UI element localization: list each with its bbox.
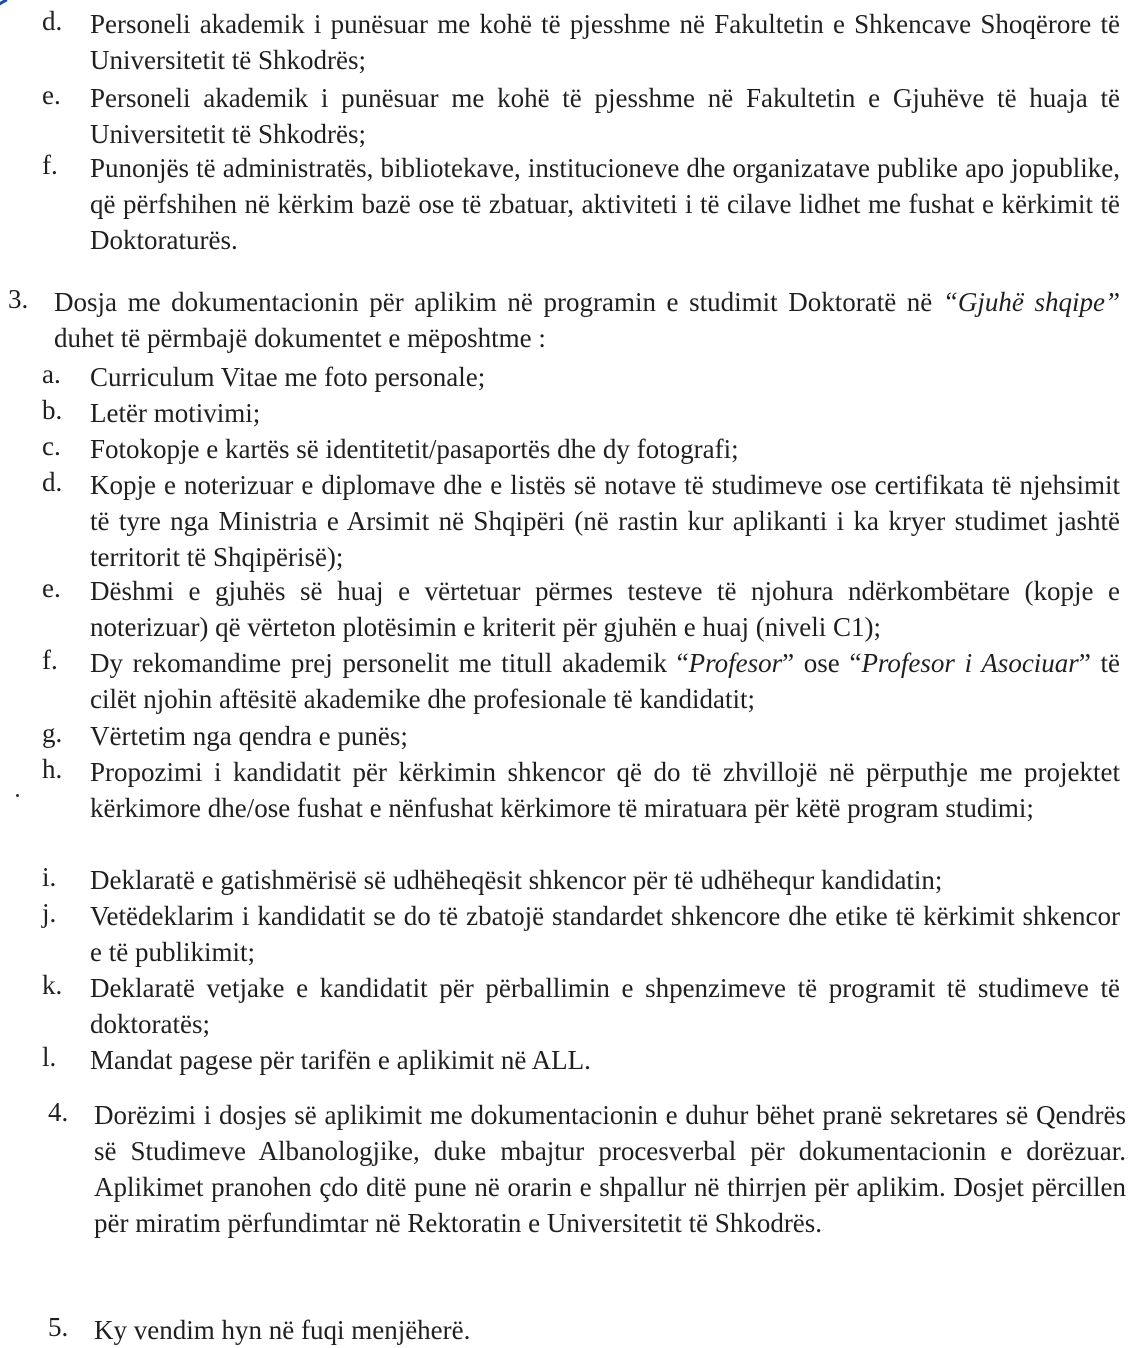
list-item-text: Kopje e noterizuar e diplomave dhe e listës së notave të studimeve ose certifikata të njehsimit të tyre nga Ministria e Arsimit në Shqipëri (në rastin kur aplikanti i ka kryer studimet jashtë territorit të Shqipërisë); (90, 470, 1120, 572)
program-name: “Gjuhë shqipe” (942, 287, 1120, 317)
list-item-label: b. (42, 395, 63, 425)
list-item-label: f. (42, 645, 58, 675)
section-text: Dorëzimi i dosjes së aplikimit me dokumentacionin e duhur bëhet pranë sekretares së Qendrës së Studimeve Albanologjike, duke mbajtur procesverbal për dokumentacionin e dorëzuar. Aplikimet pranohen çdo ditë pune në orarin e shpallur në thirrjen për aplikim. Dosjet përcillen për miratim përfundimtar në Rektoratin e Universitetit të Shkodrës. (94, 1100, 1126, 1238)
list-item-label: j. (42, 898, 57, 928)
text-part: Dy rekomandime prej personelit me titull akademik “ (90, 648, 689, 678)
title-profesor: Profesor (688, 648, 783, 678)
doc-item-i (42, 862, 1120, 898)
doc-item-g (42, 718, 1120, 754)
list-item-label: c. (42, 431, 61, 461)
doc-item-d (42, 467, 1120, 575)
title-profesor-asociuar: Profesor i Asociuar (861, 648, 1079, 678)
doc-item-h (42, 754, 1120, 826)
list-item-label: l. (42, 1042, 57, 1072)
list-item-text: Punonjës të administratës, bibliotekave, institucioneve dhe organizatave publike apo jopublike, që përfshihen në kërkim bazë ose të zbatuar, aktiviteti i të cilave lidhet me fushat e kërkimit të Doktoraturës. (90, 153, 1120, 255)
list-item-label: k. (42, 970, 63, 1000)
list-item-label: e. (42, 80, 61, 110)
text-part: ” të cilët njohin aftësitë akademike dhe profesionale të kandidatit; (90, 648, 1120, 714)
section-text: Ky vendim hyn në fuqi menjëherë. (94, 1315, 471, 1345)
doc-item-e (42, 573, 1120, 645)
list-item-d (42, 6, 1120, 78)
section-number: 5. (48, 1312, 69, 1342)
list-item-label: i. (42, 862, 57, 892)
section-text-part: Dosja me dokumentacionin për aplikim në programin e studimit Doktoratë në (54, 287, 943, 317)
section-number: 3. (8, 284, 29, 314)
doc-item-k (42, 970, 1120, 1042)
list-item-text: Curriculum Vitae me foto personale; (90, 362, 486, 392)
list-item-text: Dëshmi e gjuhës së huaj e vërtetuar përmes testeve të njohura ndërkombëtare (kopje e noterizuar) që vërteton plotësimin e kriterit për gjuhën e huaj (niveli C1); (90, 576, 1120, 642)
doc-item-l (42, 1042, 1120, 1078)
list-item-label: d. (42, 467, 63, 497)
list-item-text (90, 645, 1120, 717)
doc-item-a (42, 359, 1120, 395)
doc-item-f (42, 645, 1120, 717)
list-item-label: a. (42, 359, 61, 389)
list-item-text: Vërtetim nga qendra e punës; (90, 721, 408, 751)
doc-item-j (42, 898, 1120, 970)
list-item-label: g. (42, 718, 63, 748)
list-item-label: d. (42, 6, 63, 36)
list-item-e (42, 80, 1120, 152)
list-item-text: Fotokopje e kartës së identitetit/pasaportës dhe dy fotografi; (90, 434, 739, 464)
list-item-text: Personeli akademik i punësuar me kohë të pjesshme në Fakultetin e Shkencave Shoqërore të Universitetit të Shkodrës; (90, 9, 1120, 75)
text-part: ” ose “ (782, 648, 862, 678)
list-item-text: Propozimi i kandidatit për kërkimin shkencor që do të zhvillojë në përputhje me projektet kërkimore dhe/ose fushat e nënfushat kërkimore të miratuara për këtë program studimi; (90, 757, 1120, 823)
list-item-text: Vetëdeklarim i kandidatit se do të zbatojë standardet shkencore dhe etike të kërkimit shkencor e të publikimit; (90, 901, 1120, 967)
section-3 (8, 284, 1120, 356)
list-item-text: Deklaratë e gatishmërisë së udhëheqësit shkencor për të udhëhequr kandidatin; (90, 865, 943, 895)
section-text (54, 284, 1120, 356)
list-item-text: Deklaratë vetjake e kandidatit për përballimin e shpenzimeve të programit të studimeve të doktoratës; (90, 973, 1120, 1039)
pen-mark (0, 0, 13, 15)
doc-item-c (42, 431, 1120, 467)
list-item-text: Personeli akademik i punësuar me kohë të pjesshme në Fakultetin e Gjuhëve të huaja të Universitetit të Shkodrës; (90, 83, 1120, 149)
list-item-label: e. (42, 573, 61, 603)
section-text-part: duhet të përmbajë dokumentet e mëposhtme : (54, 323, 546, 353)
list-item-text: Mandat pagese për tarifën e aplikimit në ALL. (90, 1045, 591, 1075)
list-item-label: f. (42, 150, 58, 180)
section-4 (48, 1097, 1126, 1241)
list-item-text: Letër motivimi; (90, 398, 261, 428)
section-number: 4. (48, 1097, 69, 1127)
doc-item-b (42, 395, 1120, 431)
scan-speck (16, 794, 19, 797)
list-item-f (42, 150, 1120, 258)
list-item-label: h. (42, 754, 63, 784)
